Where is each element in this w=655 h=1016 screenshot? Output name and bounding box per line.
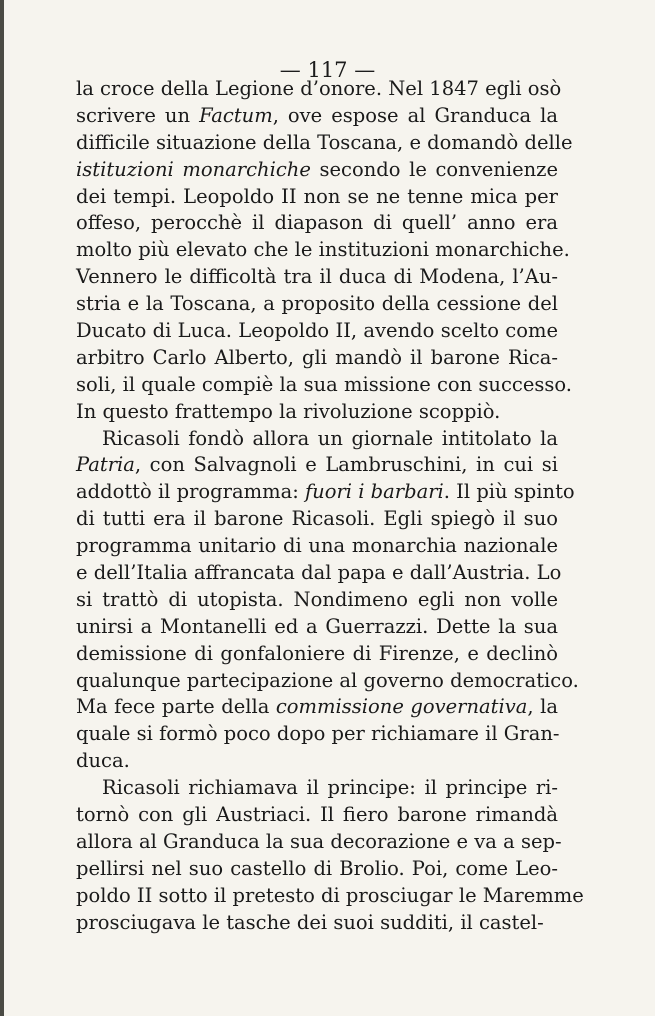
text-line <box>76 910 558 937</box>
text-segment: addottò il programma: <box>76 480 305 504</box>
text-line <box>76 533 558 560</box>
text-line <box>76 399 558 426</box>
text-line <box>76 426 558 453</box>
text-line <box>76 237 570 264</box>
paragraph <box>76 76 573 426</box>
text-line <box>76 560 562 587</box>
text-line <box>76 748 558 775</box>
text-line <box>76 721 558 748</box>
text-segment: di tutti era il barone Ricasoli. Egli spiegò il suo <box>76 507 558 531</box>
text-segment: soli, il quale compiè la sua missione con successo. <box>76 372 572 396</box>
text-segment: dei tempi. Leopoldo II non se ne tenne mica per <box>76 184 558 208</box>
text-segment: si trattò di utopista. Nondimeno egli non volle <box>76 587 558 611</box>
text-segment: . Il più spinto <box>443 480 575 504</box>
text-segment: offeso, perocchè il diapason di quell’ anno era <box>76 211 558 235</box>
text-line <box>76 802 558 829</box>
text-line <box>76 291 558 318</box>
text-line <box>76 775 558 802</box>
text-segment: scrivere un <box>76 103 200 127</box>
paragraph <box>76 775 584 936</box>
text-line <box>76 210 558 237</box>
text-segment: prosciugava le tasche dei suoi sudditi, il castel- <box>76 910 544 934</box>
italic-text: Patria <box>76 453 135 477</box>
text-segment: Ricasoli richiamava il principe: il principe ri- <box>102 776 558 800</box>
text-segment: , la <box>527 695 559 719</box>
text-line <box>76 76 562 103</box>
text-segment: stria e la Toscana, a proposito della cessione del <box>76 292 558 316</box>
text-line <box>76 587 558 614</box>
paragraph <box>76 426 579 776</box>
italic-text: istituzioni monarchiche <box>76 157 311 181</box>
text-segment: programma unitario di una monarchia nazionale <box>76 534 558 558</box>
text-line <box>76 829 562 856</box>
italic-text: commissione governativa <box>275 695 528 719</box>
italic-text: Factum <box>199 103 273 127</box>
text-segment: In questo frattempo la rivoluzione scoppiò. <box>76 399 501 423</box>
text-segment: la croce della Legione d’onore. Nel 1847 egli osò <box>76 77 562 100</box>
text-line <box>76 641 558 668</box>
text-segment: Ma fece parte della <box>76 695 276 719</box>
page-number: — 117 — <box>279 58 376 82</box>
text-line <box>76 452 558 479</box>
text-segment: demissione di gonfaloniere di Firenze, e declinò <box>76 641 558 665</box>
text-segment: molto più elevato che le instituzioni monarchiche. <box>76 238 570 262</box>
text-line <box>76 103 558 130</box>
text-line <box>76 883 584 910</box>
text-segment: , ove espose al Granduca la <box>272 103 558 127</box>
text-line <box>76 264 558 291</box>
italic-text: fuori i barbari <box>304 480 444 504</box>
text-segment: e dell’Italia affrancata dal papa e dall’Austria. Lo <box>76 561 562 585</box>
text-segment: pellirsi nel suo castello di Brolio. Poi, come Leo- <box>76 856 558 880</box>
text-line <box>76 184 558 211</box>
text-line <box>76 345 558 372</box>
text-line <box>76 372 572 399</box>
text-line <box>76 694 558 721</box>
text-line <box>76 614 558 641</box>
text-segment: arbitro Carlo Alberto, gli mandò il barone Rica- <box>76 345 558 369</box>
text-line <box>76 130 573 157</box>
text-line <box>76 668 579 695</box>
text-segment: difficile situazione della Toscana, e domandò delle <box>76 130 573 154</box>
text-line <box>76 318 558 345</box>
text-line <box>76 157 558 184</box>
text-segment: Vennero le difficoltà tra il duca di Modena, l’Au- <box>76 265 558 289</box>
text-segment: allora al Granduca la sua decorazione e va a sep- <box>76 829 562 853</box>
text-segment: poldo II sotto il pretesto di prosciugar le Maremme <box>76 883 584 907</box>
page-edge <box>0 0 4 1016</box>
text-segment: secondo le convenienze <box>310 157 558 181</box>
text-segment: duca. <box>76 749 130 773</box>
text-segment: quale si formò poco dopo per richiamare il Gran- <box>76 722 560 746</box>
text-segment: tornò con gli Austriaci. Il fiero barone rimandà <box>76 803 558 827</box>
text-line <box>76 479 575 506</box>
body-text <box>76 76 584 937</box>
text-segment: Ricasoli fondò allora un giornale intitolato la <box>102 426 558 450</box>
text-segment: , con Salvagnoli e Lambruschini, in cui si <box>134 453 558 477</box>
text-segment: unirsi a Montanelli ed a Guerrazzi. Dette la sua <box>76 614 558 638</box>
text-segment: Ducato di Luca. Leopoldo II, avendo scelto come <box>76 319 558 343</box>
text-line <box>76 506 558 533</box>
text-line <box>76 856 558 883</box>
text-segment: qualunque partecipazione al governo democratico. <box>76 668 579 692</box>
